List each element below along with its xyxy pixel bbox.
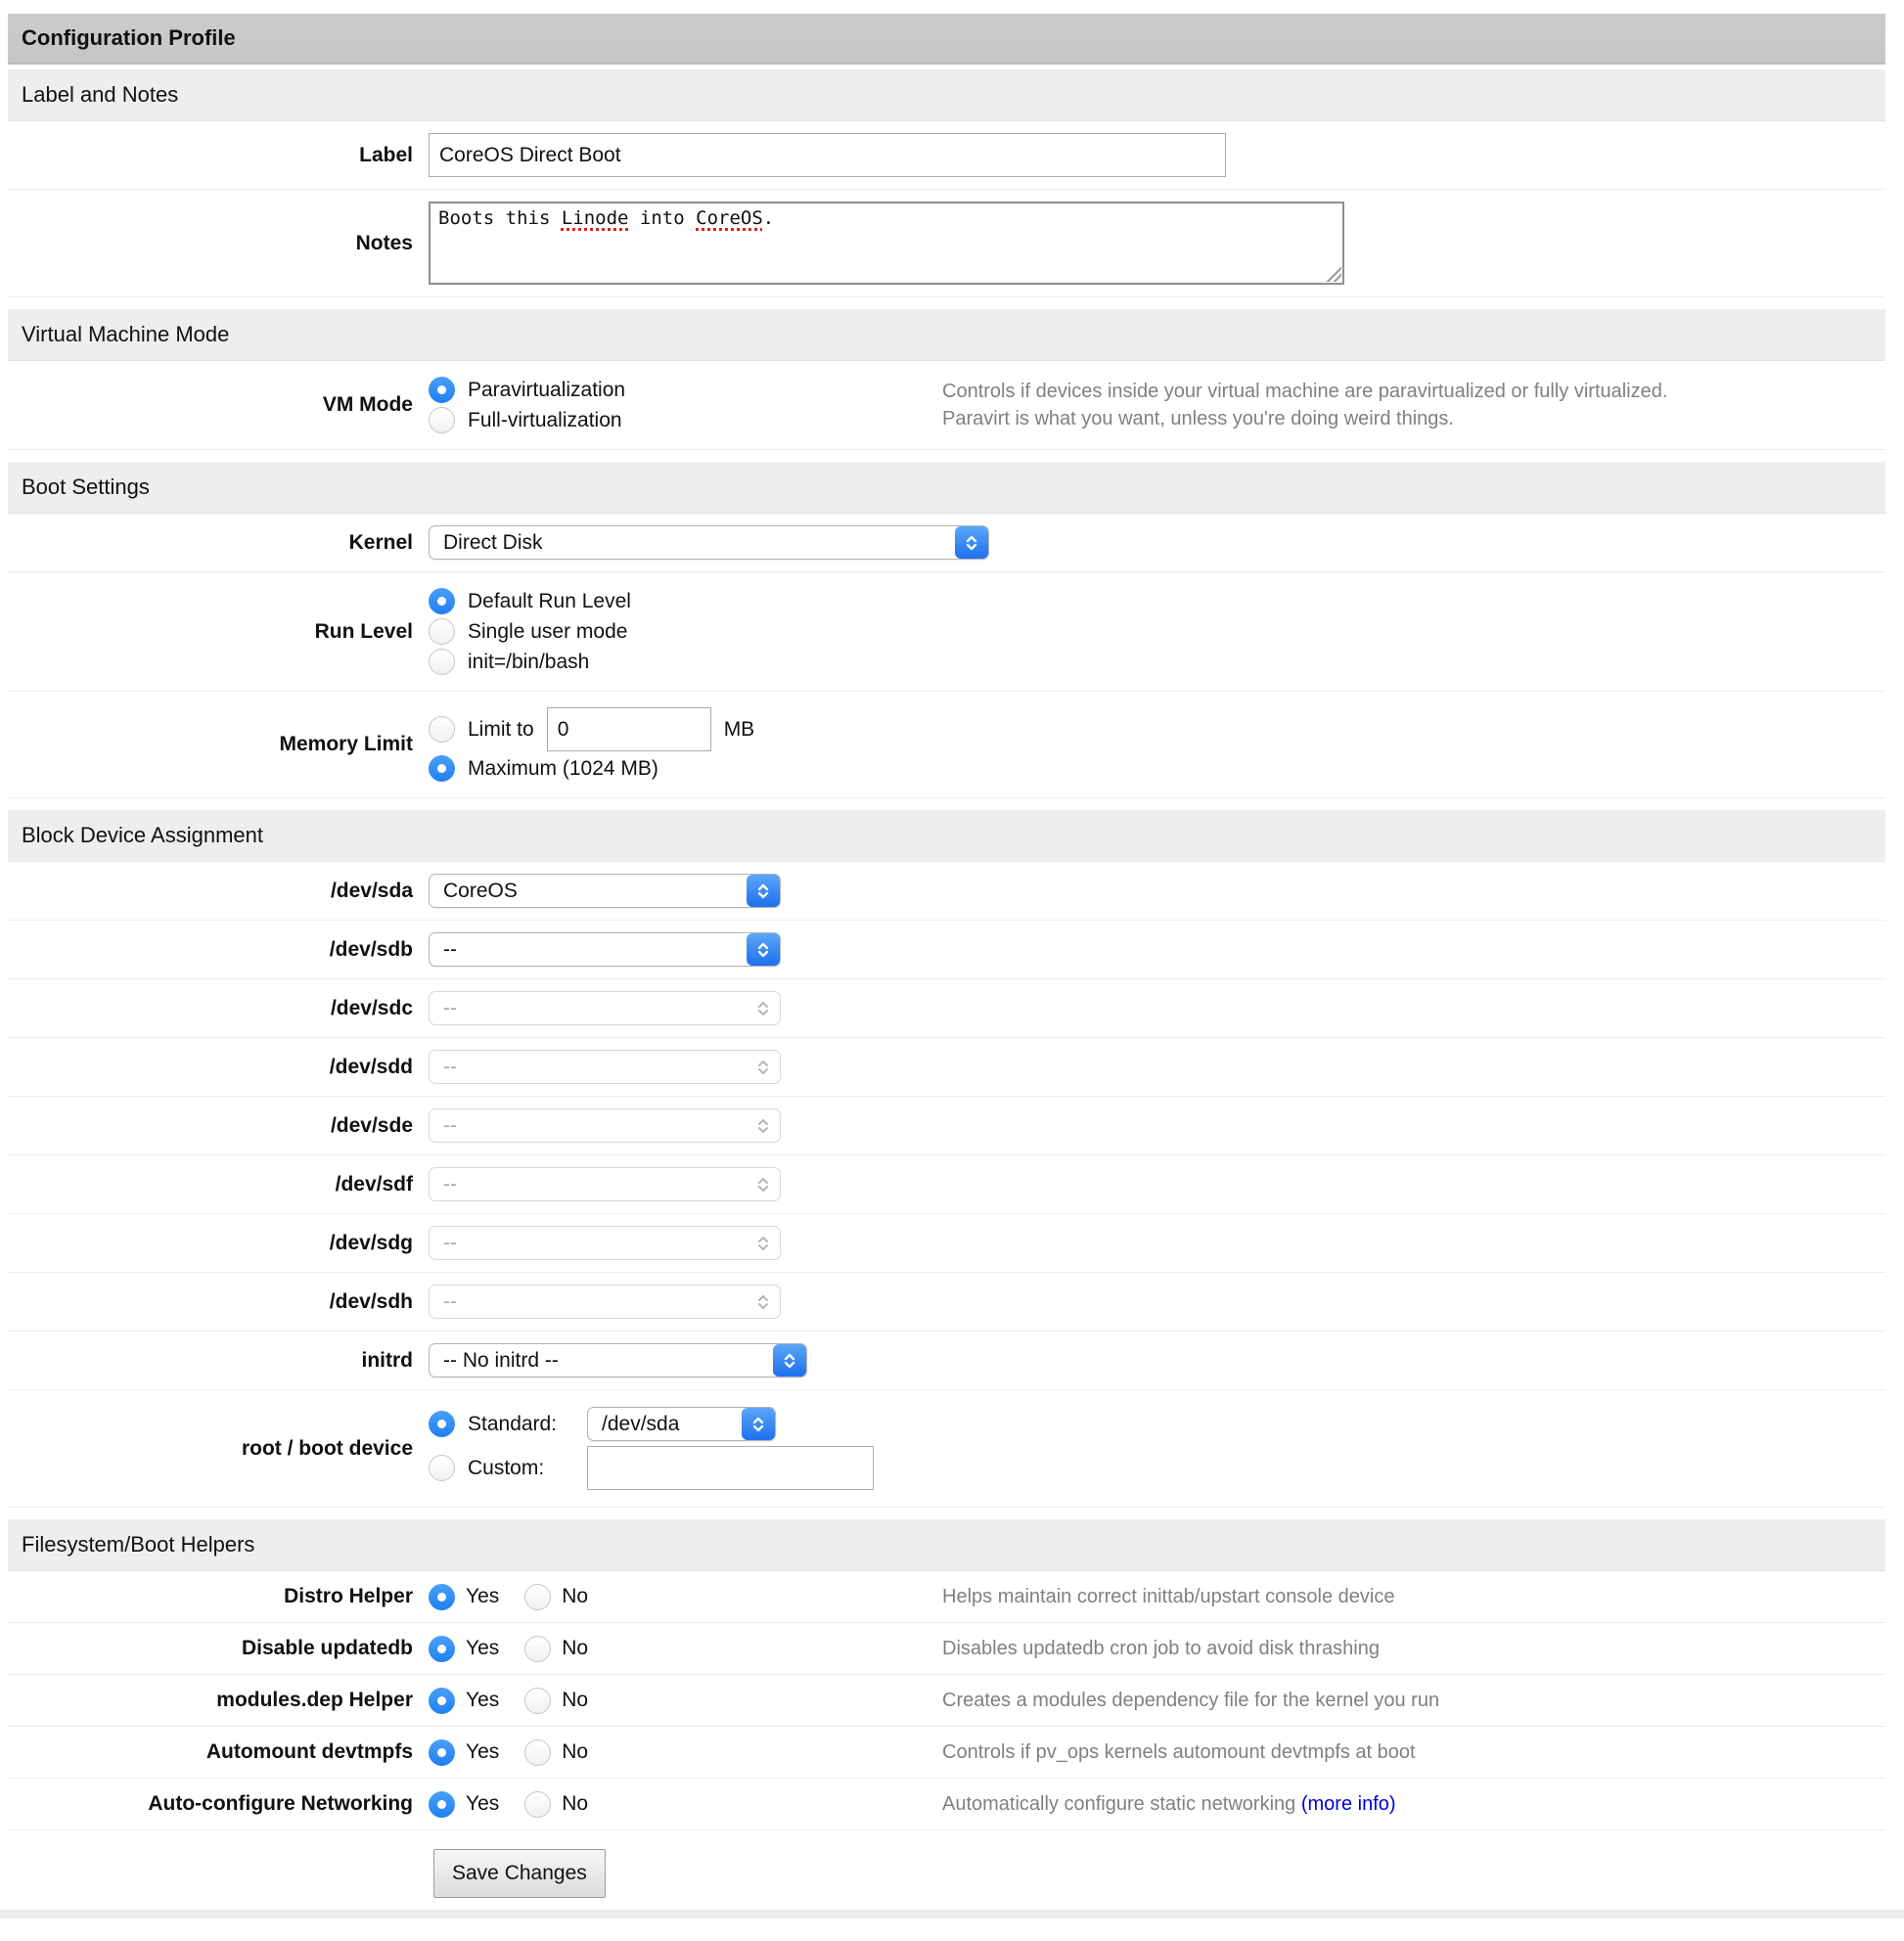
distro-helper-no-radio[interactable]: [524, 1584, 551, 1610]
notes-text: into: [628, 207, 697, 229]
paravirtualization-label: Paravirtualization: [468, 378, 626, 401]
more-info-link[interactable]: (more info): [1300, 1793, 1396, 1815]
section-virtual-machine-mode: Virtual Machine Mode: [8, 309, 1885, 361]
init-bin-bash-label: init=/bin/bash: [468, 650, 590, 673]
label-row: [8, 121, 1885, 190]
save-row: [8, 1830, 1885, 1910]
notes-row: [8, 190, 1885, 297]
disable-updatedb-help: Disables updatedb cron job to avoid disk thrashing: [942, 1638, 1380, 1659]
memory-limit-label: Memory Limit: [279, 733, 413, 755]
disable-updatedb-row: [8, 1623, 1885, 1675]
block-device-row-sdf: [8, 1155, 1885, 1214]
initrd-select-value: -- No initrd --: [443, 1348, 559, 1372]
dev-sdf-select: [429, 1167, 781, 1201]
standard-root-radio[interactable]: [429, 1411, 455, 1437]
device-label: /dev/sde: [330, 1113, 413, 1137]
select-chevrons-icon: [747, 1109, 780, 1142]
save-changes-button[interactable]: Save Changes: [433, 1849, 606, 1898]
auto-configure-networking-help-text: Automatically configure static networking: [942, 1793, 1301, 1815]
auto-configure-networking-yes-radio[interactable]: [429, 1791, 455, 1818]
modules-dep-yes-radio[interactable]: [429, 1688, 455, 1714]
notes-textarea[interactable]: [429, 202, 1344, 285]
kernel-select[interactable]: [429, 525, 989, 560]
kernel-select-value: Direct Disk: [443, 530, 543, 554]
distro-helper-help: Helps maintain correct inittab/upstart console device: [942, 1586, 1395, 1607]
single-user-mode-label: Single user mode: [468, 619, 628, 643]
label-input[interactable]: [429, 133, 1226, 177]
dev-sdc-select-value: --: [443, 996, 457, 1019]
notes-field-label: Notes: [355, 231, 413, 254]
memory-limit-row: [8, 692, 1885, 798]
device-label: /dev/sdh: [329, 1289, 413, 1313]
dev-sdd-select: [429, 1050, 781, 1084]
distro-helper-label: Distro Helper: [284, 1585, 413, 1607]
auto-configure-networking-no-radio[interactable]: [524, 1791, 551, 1818]
block-device-row-sda: [8, 862, 1885, 921]
section-label-and-notes: Label and Notes: [8, 69, 1885, 121]
modules-dep-helper-label: modules.dep Helper: [216, 1689, 413, 1711]
automount-devtmpfs-yes-radio[interactable]: [429, 1739, 455, 1766]
block-device-row-sde: [8, 1097, 1885, 1155]
select-chevrons-icon: [773, 1344, 806, 1377]
init-bin-bash-radio[interactable]: [429, 649, 455, 675]
device-label: /dev/sdc: [330, 996, 413, 1019]
maximum-memory-label: Maximum (1024 MB): [468, 756, 658, 780]
select-chevrons-icon: [747, 1168, 780, 1200]
modules-dep-help: Creates a modules dependency file for the kernel you run: [942, 1690, 1440, 1711]
automount-devtmpfs-row: [8, 1727, 1885, 1779]
default-run-level-radio[interactable]: [429, 588, 455, 614]
select-chevrons-icon: [747, 875, 780, 907]
dev-sdh-select: [429, 1285, 781, 1319]
automount-devtmpfs-help: Controls if pv_ops kernels automount devtmpfs at boot: [942, 1741, 1416, 1763]
memory-unit-label: MB: [723, 717, 755, 741]
root-boot-device-row: [8, 1390, 1885, 1508]
limit-to-label: Limit to: [468, 717, 534, 741]
section-filesystem-boot-helpers: Filesystem/Boot Helpers: [8, 1519, 1885, 1571]
vm-mode-row: [8, 361, 1885, 450]
dev-sda-select[interactable]: [429, 874, 781, 908]
paravirtualization-radio[interactable]: [429, 377, 455, 403]
dev-sde-select-value: --: [443, 1113, 457, 1137]
notes-misspelled-word: CoreOS: [696, 207, 763, 229]
dev-sdg-select: [429, 1226, 781, 1260]
yes-label: Yes: [466, 1689, 500, 1711]
device-label: /dev/sdd: [329, 1055, 413, 1078]
auto-configure-networking-label: Auto-configure Networking: [148, 1792, 413, 1815]
select-chevrons-icon: [747, 1051, 780, 1083]
dev-sdg-select-value: --: [443, 1231, 457, 1254]
disable-updatedb-yes-radio[interactable]: [429, 1636, 455, 1662]
no-label: No: [562, 1792, 589, 1815]
automount-devtmpfs-no-radio[interactable]: [524, 1739, 551, 1766]
bottom-strip: [0, 1910, 1904, 1918]
initrd-row: [8, 1332, 1885, 1390]
dev-sdc-select: [429, 991, 781, 1025]
no-label: No: [562, 1740, 589, 1763]
automount-devtmpfs-label: Automount devtmpfs: [205, 1740, 413, 1763]
device-label: /dev/sdf: [335, 1172, 413, 1196]
select-chevrons-icon: [747, 1286, 780, 1318]
dev-sdd-select-value: --: [443, 1055, 457, 1078]
notes-text: .: [762, 207, 775, 229]
dev-sde-select: [429, 1108, 781, 1143]
kernel-row: [8, 514, 1885, 572]
vm-mode-help-line1: Controls if devices inside your virtual machine are paravirtualized or fully virtualized.: [942, 381, 1668, 402]
dev-sdb-select-value: --: [443, 937, 457, 961]
auto-configure-networking-row: [8, 1779, 1885, 1830]
section-block-device-assignment: Block Device Assignment: [8, 810, 1885, 862]
select-chevrons-icon: [747, 1227, 780, 1259]
standard-root-select[interactable]: [587, 1407, 776, 1441]
distro-helper-row: [8, 1571, 1885, 1623]
no-label: No: [562, 1637, 589, 1659]
single-user-mode-radio[interactable]: [429, 618, 455, 645]
vm-mode-help-line2: Paravirt is what you want, unless you're doing weird things.: [942, 408, 1454, 429]
notes-text: Boots this: [438, 207, 562, 229]
section-boot-settings: Boot Settings: [8, 462, 1885, 514]
memory-limit-input[interactable]: [547, 707, 711, 751]
label-field-label: Label: [359, 143, 413, 166]
vm-mode-help: [942, 378, 1885, 432]
select-chevrons-icon: [747, 992, 780, 1024]
initrd-select[interactable]: [429, 1343, 807, 1377]
full-virtualization-radio[interactable]: [429, 407, 455, 433]
block-device-row-sdc: [8, 979, 1885, 1038]
custom-root-radio[interactable]: [429, 1455, 455, 1481]
standard-root-label: Standard:: [468, 1412, 558, 1435]
select-chevrons-icon: [742, 1408, 775, 1440]
custom-root-label: Custom:: [468, 1456, 545, 1479]
block-device-row-sdg: [8, 1214, 1885, 1273]
block-device-row-sdh: [8, 1273, 1885, 1332]
dev-sda-select-value: CoreOS: [443, 879, 518, 902]
notes-misspelled-word: Linode: [561, 207, 629, 229]
auto-configure-networking-help: [942, 1790, 1885, 1818]
custom-root-input[interactable]: [587, 1446, 874, 1490]
page-title: Configuration Profile: [8, 14, 1885, 65]
disable-updatedb-label: Disable updatedb: [241, 1637, 413, 1659]
dev-sdf-select-value: --: [443, 1172, 457, 1196]
initrd-label: initrd: [361, 1348, 413, 1372]
dev-sdb-select[interactable]: [429, 932, 781, 967]
run-level-row: [8, 572, 1885, 692]
maximum-memory-radio[interactable]: [429, 755, 455, 782]
limit-to-radio[interactable]: [429, 716, 455, 743]
no-label: No: [562, 1689, 589, 1711]
default-run-level-label: Default Run Level: [468, 589, 631, 612]
device-label: /dev/sda: [330, 879, 413, 902]
standard-root-select-value: /dev/sda: [602, 1412, 680, 1435]
yes-label: Yes: [466, 1792, 500, 1815]
disable-updatedb-no-radio[interactable]: [524, 1636, 551, 1662]
run-level-label: Run Level: [314, 619, 413, 643]
block-device-row-sdd: [8, 1038, 1885, 1097]
distro-helper-yes-radio[interactable]: [429, 1584, 455, 1610]
yes-label: Yes: [466, 1585, 500, 1607]
modules-dep-helper-row: [8, 1675, 1885, 1727]
device-label: /dev/sdg: [329, 1231, 413, 1254]
full-virtualization-label: Full-virtualization: [468, 408, 622, 431]
kernel-label: Kernel: [348, 530, 413, 554]
modules-dep-no-radio[interactable]: [524, 1688, 551, 1714]
vm-mode-label: VM Mode: [322, 393, 413, 416]
root-boot-device-label: root / boot device: [241, 1436, 413, 1460]
select-chevrons-icon: [955, 526, 988, 559]
yes-label: Yes: [466, 1740, 500, 1763]
no-label: No: [562, 1585, 589, 1607]
dev-sdh-select-value: --: [443, 1289, 457, 1313]
select-chevrons-icon: [747, 933, 780, 966]
block-device-row-sdb: [8, 921, 1885, 979]
yes-label: Yes: [466, 1637, 500, 1659]
device-label: /dev/sdb: [329, 937, 413, 961]
